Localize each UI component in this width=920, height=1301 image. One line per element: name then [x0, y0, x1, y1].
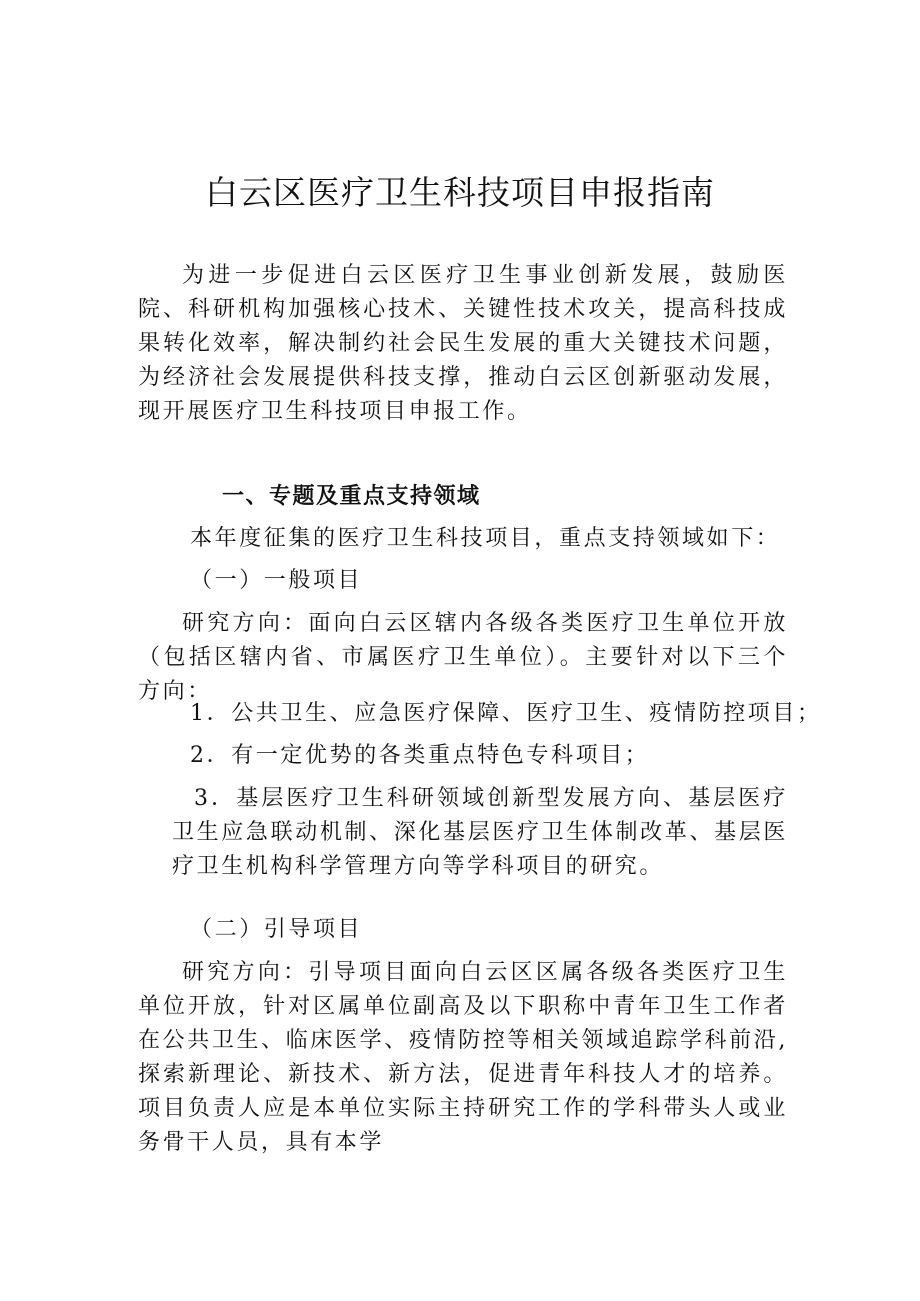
subsection-heading-guided: （二）引导项目: [190, 917, 363, 942]
subsection-heading-general: （一）一般项目: [190, 568, 363, 593]
document-title: 白云区医疗卫生科技项目申报指南: [205, 173, 715, 212]
general-item-1: 1．公共卫生、应急医疗保障、医疗卫生、疫情防控项目；: [190, 701, 822, 726]
general-item-3: 3．基层医疗卫生科研领域创新型发展方向、基层医疗卫生应急联动机制、深化基层医疗卫生体制改革、基层医疗卫生机构科学管理方向等学科项目的研究。: [172, 786, 788, 879]
section-1-lead: 本年度征集的医疗卫生科技项目，重点支持领域如下：: [190, 526, 781, 551]
general-direction-paragraph: 研究方向：面向白云区辖内各级各类医疗卫生单位开放（包括区辖内省、市属医疗卫生单位）。主要针对以下三个方向：: [138, 611, 788, 704]
guided-direction-paragraph: 研究方向：引导项目面向白云区区属各级各类医疗卫生单位开放，针对区属单位副高及以下职称中青年卫生工作者在公共卫生、临床医学、疫情防控等相关领域追踪学科前沿,探索新理论、新技术、新方法，促进青年科技人才的培养。项目负责人应是本单位实际主持研究工作的学科带头人或业务骨干人员，具有本学: [138, 960, 788, 1155]
general-item-2: 2．有一定优势的各类重点特色专科项目；: [190, 743, 650, 768]
intro-paragraph: 为进一步促进白云区医疗卫生事业创新发展，鼓励医院、科研机构加强核心技术、关键性技术攻关，提高科技成果转化效率，解决制约社会民生发展的重大关键技术问题，为经济社会发展提供科技支撑，推动白云区创新驱动发展，现开展医疗卫生科技项目申报工作。: [138, 263, 788, 424]
section-heading-1: 一、专题及重点支持领域: [222, 484, 481, 509]
